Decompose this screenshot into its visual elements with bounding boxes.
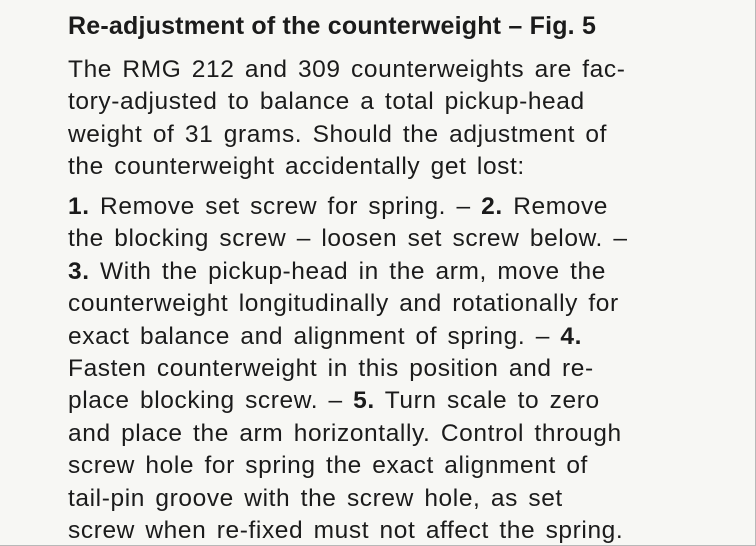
- step-number: 3.: [68, 257, 90, 285]
- step-text: Remove set screw for spring. –: [89, 193, 482, 220]
- steps-line: counterweight longitudinally and rotationally for: [68, 290, 619, 318]
- step-text: With the pickup-head in the arm, move the: [89, 257, 606, 285]
- intro-line: The RMG 212 and 309 counterweights are fac-: [68, 56, 626, 83]
- step-number: 2.: [481, 193, 503, 220]
- step-text: Turn scale to zero: [374, 387, 600, 415]
- intro-line: weight of 31 grams. Should the adjustment of: [68, 120, 608, 148]
- steps-line: [68, 256, 628, 288]
- steps-line: screw hole for spring the exact alignment of: [68, 452, 588, 480]
- step-text: exact balance and alignment of spring. –: [68, 322, 561, 350]
- intro-line: the counterweight accidentally get lost:: [68, 153, 525, 181]
- step-number: 1.: [68, 193, 90, 220]
- section-heading: Re-adjustment of the counterweight – Fig. 5: [68, 12, 597, 40]
- steps-line: [68, 321, 628, 353]
- intro-line: tory-adjusted to balance a total pickup-head: [68, 88, 585, 116]
- steps-line: screw when re-fixed must not affect the spring.: [68, 516, 624, 544]
- steps-line: [68, 385, 628, 417]
- steps-line: and place the arm horizontally. Control through: [68, 419, 622, 447]
- steps-line: Fasten counterweight in this position and re-: [68, 354, 594, 382]
- step-text: place blocking screw. –: [68, 387, 354, 415]
- steps-line: tail-pin groove with the screw hole, as set: [68, 484, 563, 512]
- intro-paragraph: [68, 54, 626, 184]
- step-number: 4.: [560, 322, 582, 350]
- step-number: 5.: [353, 387, 375, 415]
- steps-line: the blocking screw – loosen set screw below. –: [68, 225, 628, 253]
- steps-paragraph: [68, 191, 628, 546]
- step-text: Remove: [502, 193, 609, 220]
- steps-line: [68, 191, 628, 223]
